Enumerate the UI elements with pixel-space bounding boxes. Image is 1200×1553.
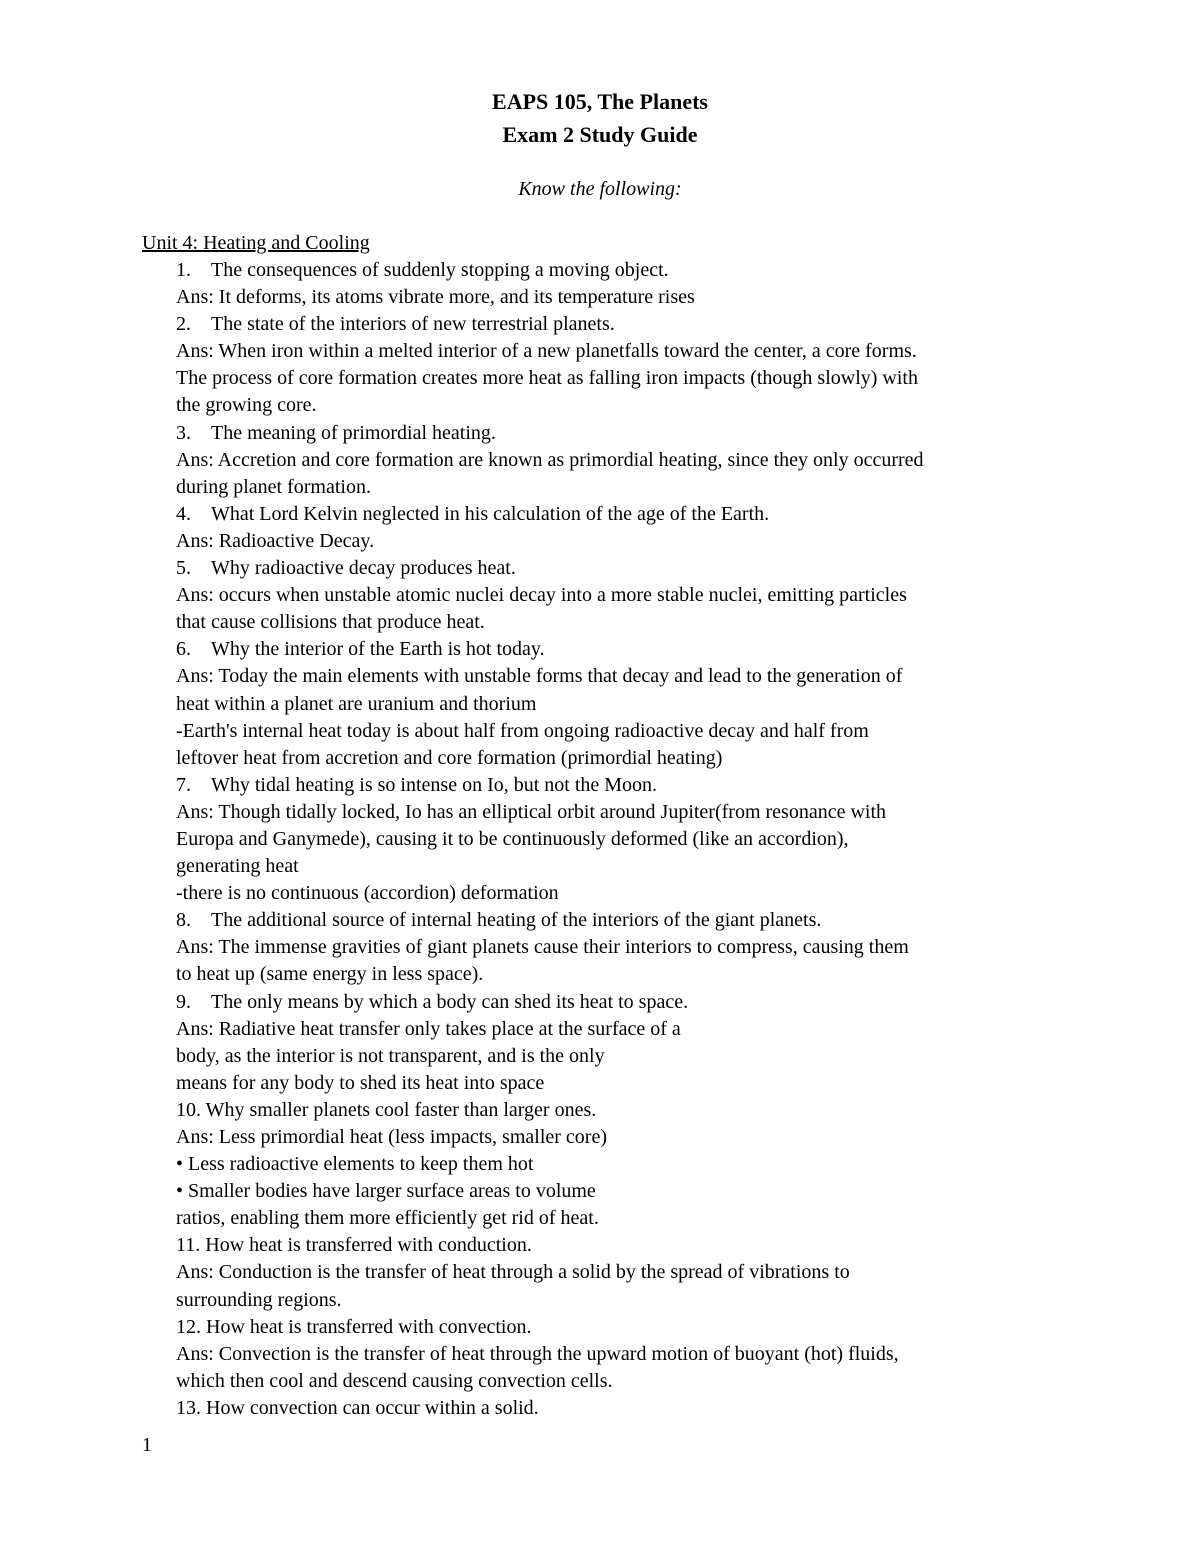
text-line	[176, 609, 1076, 636]
question-number: 1.	[176, 259, 191, 281]
line-text: leftover heat from accretion and core formation (primordial heating)	[176, 746, 723, 769]
line-text: Europa and Ganymede), causing it to be continuously deformed (like an accordion),	[176, 827, 849, 850]
line-text: to heat up (same energy in less space).	[176, 963, 484, 986]
question-line	[176, 257, 1076, 284]
text-line	[176, 392, 1076, 419]
text-line	[176, 880, 1076, 907]
text-line	[176, 961, 1076, 988]
line-text: that cause collisions that produce heat.	[176, 611, 485, 634]
text-line	[176, 718, 1076, 745]
line-text: body, as the interior is not transparent, and is the only	[176, 1044, 605, 1067]
document-title: EAPS 105, The Planets	[492, 89, 708, 114]
line-text: The meaning of primordial heating.	[211, 421, 496, 444]
text-line	[176, 826, 1076, 853]
question-number: 7.	[176, 773, 191, 796]
study-guide-content	[176, 257, 1076, 1422]
text-line	[176, 1151, 1076, 1178]
line-text: 13. How convection can occur within a solid.	[176, 1396, 539, 1419]
text-line	[176, 663, 1076, 690]
question-number: 4.	[176, 502, 191, 525]
text-line	[176, 1341, 1076, 1368]
question-line	[176, 555, 1076, 582]
line-text: heat within a planet are uranium and thorium	[176, 692, 537, 715]
text-line	[176, 1314, 1076, 1341]
line-text: -there is no continuous (accordion) deformation	[176, 882, 559, 905]
question-number: 5.	[176, 557, 191, 580]
text-line	[176, 1016, 1076, 1043]
text-line	[176, 1070, 1076, 1097]
line-text: Why the interior of the Earth is hot today.	[211, 638, 545, 661]
line-text: Ans: It deforms, its atoms vibrate more, and its temperature rises	[176, 286, 695, 309]
line-text: The additional source of internal heating of the interiors of the giant planets.	[211, 909, 822, 932]
line-text: 10. Why smaller planets cool faster than larger ones.	[176, 1098, 597, 1121]
line-text: Ans: Radiative heat transfer only takes place at the surface of a	[176, 1017, 681, 1040]
line-text: The process of core formation creates more heat as falling iron impacts (though slowly) with	[176, 367, 918, 390]
question-line	[176, 989, 1076, 1016]
line-text: What Lord Kelvin neglected in his calculation of the age of the Earth.	[211, 502, 770, 525]
line-text: The state of the interiors of new terrestrial planets.	[211, 313, 615, 336]
question-line	[176, 772, 1076, 799]
question-line	[176, 907, 1076, 934]
line-text: Ans: Today the main elements with unstable forms that decay and lead to the generation of	[176, 665, 903, 688]
line-text: Why tidal heating is so intense on Io, but not the Moon.	[211, 773, 658, 796]
unit-heading: Unit 4: Heating and Cooling	[142, 232, 370, 254]
text-line	[176, 691, 1076, 718]
line-text: Ans: The immense gravities of giant planets cause their interiors to compress, causing them	[176, 936, 909, 959]
line-text: the growing core.	[176, 394, 317, 417]
text-line	[176, 1232, 1076, 1259]
page-number: 1	[142, 1434, 152, 1456]
line-text: Ans: Though tidally locked, Io has an elliptical orbit around Jupiter(from resonance with	[176, 800, 887, 823]
text-line	[176, 799, 1076, 826]
document-subtitle: Exam 2 Study Guide	[502, 122, 698, 147]
line-text: • Smaller bodies have larger surface areas to volume	[176, 1180, 596, 1203]
line-text: Ans: Radioactive Decay.	[176, 529, 375, 552]
question-number: 8.	[176, 909, 191, 932]
question-number: 9.	[176, 990, 191, 1013]
text-line	[176, 1395, 1076, 1422]
text-line	[176, 1205, 1076, 1232]
line-text: surrounding regions.	[176, 1288, 342, 1311]
text-line	[176, 365, 1076, 392]
line-text: -Earth's internal heat today is about half from ongoing radioactive decay and half from	[176, 719, 869, 742]
text-line	[176, 338, 1076, 365]
line-text: Ans: Accretion and core formation are known as primordial heating, since they only occurred	[176, 448, 924, 471]
text-line	[176, 1178, 1076, 1205]
text-line	[176, 528, 1076, 555]
line-text: Ans: When iron within a melted interior of a new planetfalls toward the center, a core forms.	[176, 340, 917, 363]
line-text: • Less radioactive elements to keep them hot	[176, 1153, 534, 1176]
line-text: generating heat	[176, 855, 299, 878]
text-line	[176, 582, 1076, 609]
intro-text: Know the following:	[518, 178, 682, 200]
line-text: Ans: occurs when unstable atomic nuclei decay into a more stable nuclei, emitting particles	[176, 584, 907, 607]
question-line	[176, 501, 1076, 528]
line-text: Why radioactive decay produces heat.	[211, 557, 516, 580]
line-text: The only means by which a body can shed its heat to space.	[211, 990, 689, 1013]
text-line	[176, 1368, 1076, 1395]
line-text: means for any body to shed its heat into space	[176, 1071, 545, 1094]
line-text: Ans: Conduction is the transfer of heat through a solid by the spread of vibrations to	[176, 1261, 850, 1284]
text-line	[176, 1287, 1076, 1314]
text-line	[176, 284, 1076, 311]
line-text: Ans: Convection is the transfer of heat through the upward motion of buoyant (hot) fluids,	[176, 1342, 899, 1365]
question-line	[176, 636, 1076, 663]
text-line	[176, 474, 1076, 501]
line-text: 12. How heat is transferred with convection.	[176, 1315, 532, 1338]
line-text: 11. How heat is transferred with conduction.	[176, 1234, 532, 1257]
text-line	[176, 1259, 1076, 1286]
line-text: Ans: Less primordial heat (less impacts, smaller core)	[176, 1126, 607, 1148]
question-line	[176, 420, 1076, 447]
question-line	[176, 311, 1076, 338]
text-line	[176, 447, 1076, 474]
line-text: ratios, enabling them more efficiently get rid of heat.	[176, 1207, 599, 1230]
question-number: 3.	[176, 421, 191, 444]
line-text: The consequences of suddenly stopping a moving object.	[211, 259, 669, 281]
text-line	[176, 934, 1076, 961]
question-number: 6.	[176, 638, 191, 661]
line-text: which then cool and descend causing convection cells.	[176, 1369, 613, 1392]
text-line	[176, 853, 1076, 880]
line-text: during planet formation.	[176, 475, 371, 498]
text-line	[176, 1124, 1076, 1151]
text-line	[176, 745, 1076, 772]
question-number: 2.	[176, 313, 191, 336]
text-line	[176, 1043, 1076, 1070]
text-line	[176, 1097, 1076, 1124]
